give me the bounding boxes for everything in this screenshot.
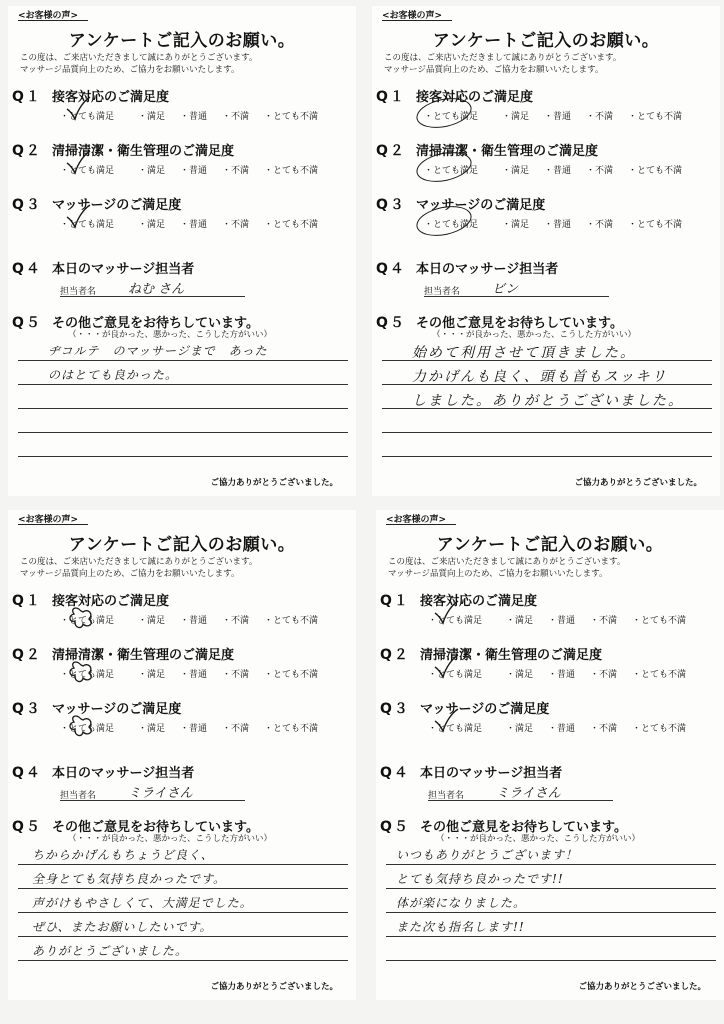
rating-option[interactable]: ・普通 [180, 670, 208, 680]
question-text: 接客対応のご満足度 [52, 90, 170, 105]
intro-line-2: マッサージ品質向上のため、ご協力をお願いいたします。 [20, 65, 240, 75]
rating-option[interactable]: ・とても不満 [632, 616, 687, 626]
question-2 [8, 644, 356, 696]
survey-title: アンケートご記入のお願い。 [68, 535, 296, 555]
rating-option[interactable]: ・とても満足 [60, 670, 115, 680]
rating-options [60, 217, 350, 231]
rating-option[interactable]: ・不満 [222, 616, 250, 626]
rating-option[interactable]: ・とても不満 [264, 724, 319, 734]
handwritten-comment-line: 体が楽になりました。 [396, 896, 527, 910]
staff-name-label: 担当者名 [60, 287, 97, 297]
comment-rule-line [18, 864, 348, 865]
rating-option[interactable]: ・満足 [138, 670, 166, 680]
question-text: 本日のマッサージ担当者 [416, 262, 559, 277]
question-text: マッサージのご満足度 [52, 198, 182, 213]
thank-you-footer: ご協力ありがとうございました。 [210, 982, 338, 992]
selection-flower-mark [66, 711, 96, 741]
customer-voice-tag: <お客様の声> [386, 515, 447, 525]
question-2 [8, 140, 356, 192]
intro-line-2: マッサージ品質向上のため、ご協力をお願いいたします。 [20, 569, 240, 579]
rating-option[interactable]: ・満足 [502, 220, 530, 230]
thank-you-footer: ご協力ありがとうございました。 [210, 478, 338, 488]
question-text: 清掃清潔・衛生管理のご満足度 [52, 648, 235, 663]
intro-line-1: この度は、ご来店いただきまして誠にありがとうございます。 [20, 557, 258, 567]
rating-option[interactable]: ・普通 [544, 112, 572, 122]
question-text: その他ご意見をお待ちしています。 [52, 316, 259, 331]
rating-option[interactable]: ・満足 [506, 724, 534, 734]
question-4 [376, 762, 724, 814]
intro-text [20, 556, 350, 580]
question-text: その他ご意見をお待ちしています。 [420, 820, 627, 835]
tag-underline [382, 20, 452, 21]
rating-option[interactable]: ・不満 [586, 220, 614, 230]
rating-option[interactable]: ・普通 [180, 724, 208, 734]
rating-option[interactable]: ・満足 [138, 166, 166, 176]
customer-voice-tag: <お客様の声> [18, 11, 79, 21]
rating-option[interactable]: ・不満 [222, 670, 250, 680]
rating-option[interactable]: ・とても満足 [424, 220, 479, 230]
survey-form-bottom-left [8, 510, 356, 1000]
question-number: Q３ [376, 197, 406, 213]
staff-name-handwritten: ミライさん [496, 786, 561, 801]
rating-option[interactable]: ・満足 [506, 616, 534, 626]
rating-options [60, 667, 350, 681]
tag-underline [386, 524, 456, 525]
rating-option[interactable]: ・満足 [502, 112, 530, 122]
comment-rule-line [386, 936, 716, 937]
question-text: マッサージのご満足度 [416, 198, 546, 213]
rating-option[interactable]: ・普通 [180, 112, 208, 122]
survey-form-bottom-right [376, 510, 724, 1000]
question-number: Q１ [376, 89, 406, 105]
handwritten-comment-line: 始めて利用させて頂きました。 [412, 345, 636, 361]
rating-option[interactable]: ・とても不満 [264, 220, 319, 230]
rating-options [424, 163, 714, 177]
rating-options [428, 667, 718, 681]
comment-rule-line [18, 888, 348, 889]
question-number: Q１ [12, 593, 42, 609]
survey-title: アンケートご記入のお願い。 [432, 31, 660, 51]
survey-form-top-right [372, 6, 720, 496]
handwritten-comment-line: しました。ありがとうございました。 [412, 393, 684, 409]
rating-option[interactable]: ・とても満足 [60, 724, 115, 734]
question-4 [372, 258, 720, 310]
question-text: 接客対応のご満足度 [420, 594, 538, 609]
rating-option[interactable]: ・とても満足 [60, 112, 115, 122]
rating-options [424, 217, 714, 231]
question-number: Q３ [12, 197, 42, 213]
rating-option[interactable]: ・普通 [180, 166, 208, 176]
thank-you-footer: ご協力ありがとうございました。 [574, 478, 702, 488]
intro-text [20, 52, 350, 76]
question-text: その他ご意見をお待ちしています。 [416, 316, 623, 331]
comment-rule-line [18, 432, 348, 433]
handwritten-comment-line: 声がけもやさしくて、大満足でした。 [32, 896, 253, 910]
question-text: 本日のマッサージ担当者 [420, 766, 563, 781]
handwritten-comment-line: 力かげんも良く、頭も首もスッキリ [412, 369, 668, 385]
question-number: Q５ [12, 819, 42, 835]
selection-flower-mark [66, 603, 96, 633]
staff-name-handwritten: ミライさん [128, 786, 193, 801]
rating-options [60, 721, 350, 735]
rating-option[interactable]: ・満足 [138, 616, 166, 626]
staff-name-handwritten: ねむ さん [128, 282, 185, 297]
intro-line-1: この度は、ご来店いただきまして誠にありがとうございます。 [20, 53, 258, 63]
rating-options [60, 109, 350, 123]
question-3 [372, 194, 720, 246]
question-number: Q４ [376, 261, 406, 277]
question-number: Q３ [380, 701, 410, 717]
comment-hint: （・・・が良かった、悪かった、こうした方がいい） [436, 834, 641, 844]
rating-option[interactable]: ・とても満足 [60, 220, 115, 230]
comment-rule-line [18, 384, 348, 385]
survey-title: アンケートご記入のお願い。 [68, 31, 296, 51]
question-number: Q２ [12, 647, 42, 663]
intro-line-1: この度は、ご来店いただきまして誠にありがとうございます。 [388, 557, 626, 567]
question-number: Q４ [12, 765, 42, 781]
rating-options [60, 613, 350, 627]
rating-options [428, 613, 718, 627]
rating-option[interactable]: ・普通 [548, 670, 576, 680]
comment-rule-line [382, 456, 712, 457]
question-number: Q１ [380, 593, 410, 609]
selection-check-mark [432, 707, 460, 733]
question-5 [376, 816, 724, 976]
comment-rule-line [18, 360, 348, 361]
selection-check-mark [64, 203, 92, 229]
handwritten-comment-line: のはとても良かった。 [48, 368, 179, 382]
survey-title: アンケートご記入のお願い。 [436, 535, 664, 555]
rating-option[interactable]: ・とても満足 [60, 616, 115, 626]
handwritten-comment-line: ちからかげんもちょうど良く、 [32, 848, 214, 862]
rating-option[interactable]: ・不満 [590, 616, 618, 626]
question-text: 清掃清潔・衛生管理のご満足度 [420, 648, 603, 663]
question-text: 本日のマッサージ担当者 [52, 766, 195, 781]
selection-check-mark [432, 599, 460, 625]
question-number: Q１ [12, 89, 42, 105]
comment-rule-line [386, 864, 716, 865]
question-5 [8, 312, 356, 472]
selection-check-mark [64, 95, 92, 121]
comment-rule-line [18, 960, 348, 961]
rating-option[interactable]: ・満足 [502, 166, 530, 176]
handwritten-comment-line: 全身とても気持ち良かったです。 [32, 872, 227, 886]
question-text: 本日のマッサージ担当者 [52, 262, 195, 277]
rating-option[interactable]: ・満足 [138, 112, 166, 122]
rating-option[interactable]: ・とても不満 [264, 670, 319, 680]
rating-option[interactable]: ・とても満足 [428, 616, 483, 626]
handwritten-comment-line: ぜひ、またお願いしたいです。 [32, 920, 213, 934]
intro-text [384, 52, 714, 76]
rating-option[interactable]: ・とても不満 [632, 724, 687, 734]
handwritten-comment-line: いつもありがとうございます！ [396, 848, 579, 862]
question-text: マッサージのご満足度 [52, 702, 182, 717]
rating-option[interactable]: ・普通 [548, 724, 576, 734]
rating-option[interactable]: ・不満 [590, 724, 618, 734]
rating-option[interactable]: ・不満 [586, 166, 614, 176]
rating-option[interactable]: ・とても不満 [264, 616, 319, 626]
rating-option[interactable]: ・普通 [544, 166, 572, 176]
comment-rule-line [386, 912, 716, 913]
handwritten-comment-line: ありがとうございました。 [32, 944, 189, 958]
question-number: Q５ [376, 315, 406, 331]
rating-option[interactable]: ・とても不満 [264, 166, 319, 176]
rating-option[interactable]: ・不満 [222, 220, 250, 230]
rating-options [60, 163, 350, 177]
question-number: Q２ [376, 143, 406, 159]
rating-option[interactable]: ・不満 [222, 724, 250, 734]
rating-option[interactable]: ・とても満足 [424, 166, 479, 176]
rating-option[interactable]: ・とても満足 [424, 112, 479, 122]
staff-name-handwritten: ビン [492, 282, 519, 297]
rating-option[interactable]: ・とても満足 [60, 166, 115, 176]
customer-voice-tag: <お客様の声> [382, 11, 443, 21]
rating-option[interactable]: ・とても不満 [628, 220, 683, 230]
comment-rule-line [18, 456, 348, 457]
rating-options [428, 721, 718, 735]
question-number: Q５ [12, 315, 42, 331]
question-4 [8, 258, 356, 310]
question-text: マッサージのご満足度 [420, 702, 550, 717]
question-number: Q４ [12, 261, 42, 277]
survey-form-top-left [8, 6, 356, 496]
comment-rule-line [18, 408, 348, 409]
selection-check-mark [432, 653, 460, 679]
rating-option[interactable]: ・とても不満 [264, 112, 319, 122]
rating-options [424, 109, 714, 123]
question-3 [8, 698, 356, 750]
question-3 [8, 194, 356, 246]
question-text: 接客対応のご満足度 [52, 594, 170, 609]
comment-rule-line [386, 888, 716, 889]
staff-name-label: 担当者名 [428, 791, 465, 801]
rating-option[interactable]: ・普通 [180, 220, 208, 230]
question-text: 接客対応のご満足度 [416, 90, 534, 105]
question-1 [372, 86, 720, 138]
rating-option[interactable]: ・満足 [138, 220, 166, 230]
handwritten-comment-line: とても気持ち良かったです!! [396, 872, 564, 886]
rating-option[interactable]: ・満足 [138, 724, 166, 734]
thank-you-footer: ご協力ありがとうございました。 [578, 982, 706, 992]
question-number: Q２ [12, 143, 42, 159]
rating-option[interactable]: ・不満 [590, 670, 618, 680]
rating-option[interactable]: ・とても満足 [428, 724, 483, 734]
question-1 [8, 86, 356, 138]
question-2 [372, 140, 720, 192]
selection-check-mark [64, 149, 92, 175]
tag-underline [18, 20, 88, 21]
rating-option[interactable]: ・とても不満 [628, 166, 683, 176]
rating-option[interactable]: ・普通 [180, 616, 208, 626]
rating-option[interactable]: ・不満 [222, 112, 250, 122]
comment-rule-line [382, 432, 712, 433]
rating-option[interactable]: ・とても不満 [632, 670, 687, 680]
rating-option[interactable]: ・普通 [544, 220, 572, 230]
comment-hint: （・・・が良かった、悪かった、こうした方がいい） [68, 834, 273, 844]
question-number: Q３ [12, 701, 42, 717]
selection-flower-mark [66, 657, 96, 687]
intro-text [388, 556, 718, 580]
handwritten-comment-line: また次も指名します!! [396, 920, 525, 934]
rating-option[interactable]: ・普通 [548, 616, 576, 626]
question-text: 清掃清潔・衛生管理のご満足度 [52, 144, 235, 159]
staff-name-label: 担当者名 [60, 791, 97, 801]
question-5 [8, 816, 356, 976]
handwritten-comment-line: ヂコルテ のマッサージまで あった [48, 344, 268, 358]
rating-option[interactable]: ・不満 [586, 112, 614, 122]
intro-line-1: この度は、ご来店いただきまして誠にありがとうございます。 [384, 53, 622, 63]
rating-option[interactable]: ・とても不満 [628, 112, 683, 122]
rating-option[interactable]: ・とても満足 [428, 670, 483, 680]
question-4 [8, 762, 356, 814]
comment-rule-line [18, 912, 348, 913]
intro-line-2: マッサージ品質向上のため、ご協力をお願いいたします。 [384, 65, 604, 75]
intro-line-2: マッサージ品質向上のため、ご協力をお願いいたします。 [388, 569, 608, 579]
rating-option[interactable]: ・不満 [222, 166, 250, 176]
question-number: Q２ [380, 647, 410, 663]
comment-hint: （・・・が良かった、悪かった、こうした方がいい） [68, 330, 273, 340]
question-3 [376, 698, 724, 750]
question-1 [376, 590, 724, 642]
question-number: Q４ [380, 765, 410, 781]
rating-option[interactable]: ・満足 [506, 670, 534, 680]
comment-rule-line [386, 960, 716, 961]
question-text: その他ご意見をお待ちしています。 [52, 820, 259, 835]
tag-underline [18, 524, 88, 525]
comment-hint: （・・・が良かった、悪かった、こうした方がいい） [432, 330, 637, 340]
customer-voice-tag: <お客様の声> [18, 515, 79, 525]
question-text: 清掃清潔・衛生管理のご満足度 [416, 144, 599, 159]
question-2 [376, 644, 724, 696]
question-number: Q５ [380, 819, 410, 835]
question-1 [8, 590, 356, 642]
staff-name-label: 担当者名 [424, 287, 461, 297]
question-5 [372, 312, 720, 472]
comment-rule-line [18, 936, 348, 937]
